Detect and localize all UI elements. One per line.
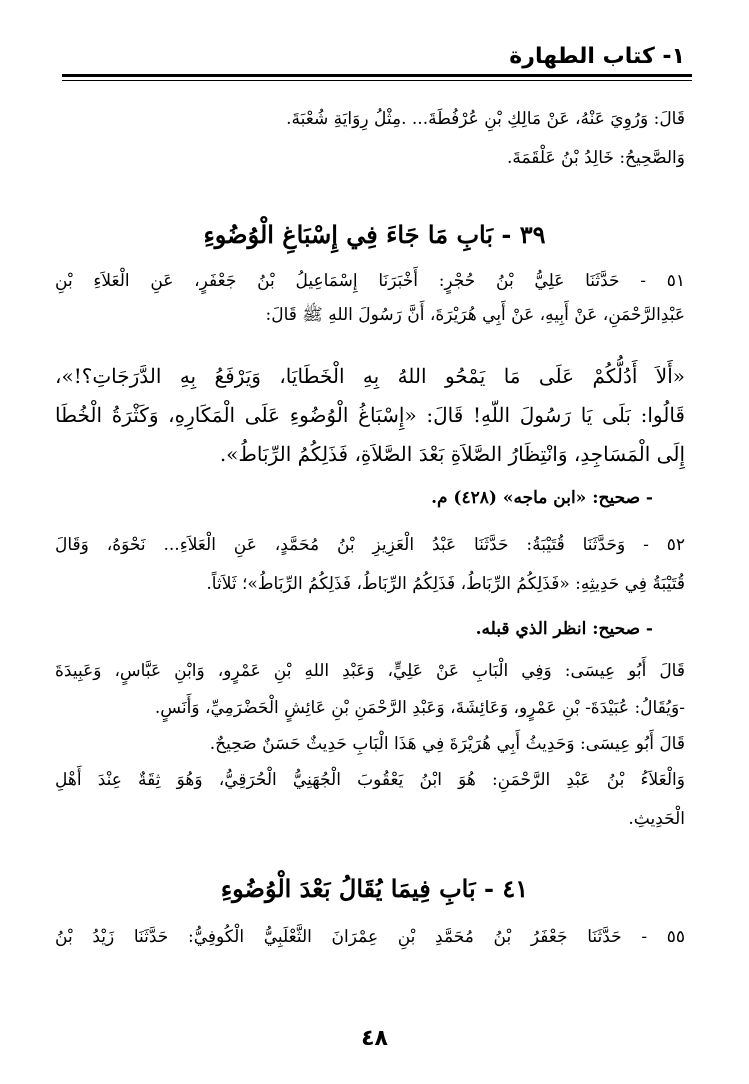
grading-2: - صحيح: انظر الذي قبله. bbox=[475, 619, 653, 639]
header-rule-thick bbox=[62, 74, 692, 77]
chapter-title-41: ٤١ - بَابِ فِيمَا يُقَالُ بَعْدَ الْوُضُوءِ bbox=[220, 874, 529, 903]
tirmidhi-note-3b: الْحَدِيثِ. bbox=[628, 809, 685, 829]
tirmidhi-note-1a: قَالَ أَبُو عِيسَى: وَفِي الْبَابِ عَنْ عَلِيٍّ، وَعَبْدِ اللهِ بْنِ عَمْرٍو، وَابْنِ عَبَّاسٍ، وَعَبِيدَةَ bbox=[55, 661, 685, 681]
chapter-title-39: ٣٩ - بَابِ مَا جَاءَ فِي إِسْبَاغِ الْوُضُوءِ bbox=[203, 220, 546, 249]
hadith-55-line-1: ٥٥ - حَدَّثَنَا جَعْفَرُ بْنُ مُحَمَّدِ بْنِ عِمْرَانَ الثَّعْلَبِيُّ الْكُوفِيُّ: حَدَّثَنَا زَيْدُ بْنُ bbox=[55, 927, 685, 947]
hadith-52-line-2: قُتَيْبَةُ فِي حَدِيثِهِ: «فَذَلِكُمُ الرِّبَاطُ، فَذَلِكُمُ الرِّبَاطُ، فَذَلِكُمُ الرِّبَاطُ»؛ ثَلاَثاً. bbox=[206, 574, 685, 594]
header-rule-thin bbox=[62, 80, 692, 81]
hadith-51-line-1: ٥١ - حَدَّثَنَا عَلِيُّ بْنُ حُجْرٍ: أَخْبَرَنَا إِسْمَاعِيلُ بْنُ جَعْفَرٍ، عَنِ الْعَلاَءِ بْنِ bbox=[55, 271, 685, 291]
chapter-header: ١- كتاب الطهارة bbox=[509, 44, 685, 69]
matn-line-2: قَالُوا: بَلَى يَا رَسُولَ اللّهِ! قَالَ: «إِسْبَاغُ الْوُضُوءِ عَلَى الْمَكَارِهِ، وَكَثْرَةُ الْخُطَا bbox=[55, 403, 685, 427]
page-number: ٤٨ bbox=[361, 1026, 388, 1051]
text-line-2: وَالصَّحِيحُ: خَالِدُ بْنُ عَلْقَمَةَ. bbox=[506, 148, 685, 168]
hadith-52-line-1: ٥٢ - وَحَدَّثَنَا قُتَيْبَةُ: حَدَّثَنَا عَبْدُ الْعَزِيزِ بْنُ مُحَمَّدٍ، عَنِ الْعَلاَءِ... نَحْوَهُ، وَقَالَ bbox=[55, 535, 685, 555]
tirmidhi-note-2: قَالَ أَبُو عِيسَى: وَحَدِيثُ أَبِي هُرَيْرَةَ فِي هَذَا الْبَابِ حَدِيثٌ حَسَنٌ صَحِيحٌ. bbox=[209, 734, 685, 754]
matn-line-1: «أَلاَ أَدُلُّكُمْ عَلَى مَا يَمْحُو اللهُ بِهِ الْخَطَايَا، وَيَرْفَعُ بِهِ الدَّرَجَاتِ؟!»، bbox=[55, 364, 685, 388]
grading-1: - صحيح: «ابن ماجه» (٤٢٨) م. bbox=[431, 488, 653, 508]
tirmidhi-note-1b: -وَيُقَالُ: عُبَيْدَةَ- بْنِ عَمْرٍو، وَعَائِشَةَ، وَعَبْدِ الرَّحْمَنِ بْنِ عَائِشٍ الْحَضْرَمِيِّ، وَأَنَسٍ. bbox=[154, 698, 685, 718]
tirmidhi-note-3a: وَالْعَلاَءُ بْنُ عَبْدِ الرَّحْمَنِ: هُوَ ابْنُ يَعْقُوبَ الْجُهَنِيُّ الْحُرَقِيُّ، وَهُوَ ثِقَةٌ عِنْدَ أَهْلِ bbox=[55, 770, 685, 790]
hadith-51-line-2: عَبْدِالرَّحْمَنِ، عَنْ أَبِيهِ، عَنْ أَبِي هُرَيْرَةَ، أَنَّ رَسُولَ اللهِ ﷺ قَالَ: bbox=[265, 305, 685, 325]
matn-line-3: إِلَى الْمَسَاجِدِ، وَانْتِظَارُ الصَّلاَةِ بَعْدَ الصَّلاَةِ، فَذَلِكُمُ الرِّبَاطُ». bbox=[219, 442, 685, 466]
text-line-1: قَالَ: وَرُوِيَ عَنْهُ، عَنْ مَالِكِ بْنِ عُرْفُطَةَ... .مِثْلُ رِوَايَةِ شُعْبَةَ. bbox=[286, 109, 685, 129]
